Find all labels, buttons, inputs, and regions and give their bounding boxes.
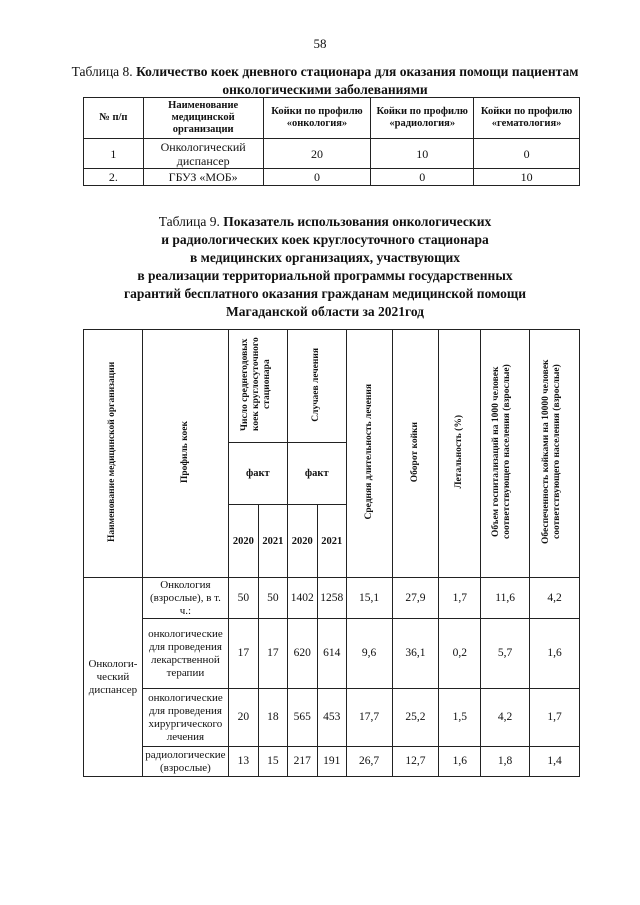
table-cell: 4,2	[530, 578, 580, 619]
table-cell: 15	[258, 747, 287, 777]
table-cell: 453	[317, 689, 346, 747]
table8-caption-title: Количество коек дневного стационара для оказания помощи пациентам онкологическими заболеваниями	[136, 64, 579, 97]
table9-caption-line: в медицинских организациях, участвующих	[189, 250, 461, 265]
table8-header-org: Наименование медицинской организации	[143, 98, 263, 139]
table-cell: 0	[263, 169, 371, 186]
table8-header-hematology: Койки по профилю «гематология»	[474, 98, 580, 139]
table-cell: 50	[258, 578, 287, 619]
table-cell: 0	[474, 139, 580, 169]
table-row	[84, 689, 580, 747]
table8-caption	[60, 63, 590, 99]
table9-header-year: 2020	[228, 505, 258, 578]
table-cell: 614	[317, 619, 346, 689]
table-cell: 1258	[317, 578, 346, 619]
table-cell: 1,6	[439, 747, 481, 777]
table-cell: 26,7	[346, 747, 392, 777]
table-cell: ГБУЗ «МОБ»	[143, 169, 263, 186]
table-row	[84, 578, 580, 619]
table9-header-fact: факт	[228, 443, 287, 505]
table-cell: 0	[371, 169, 474, 186]
table8-caption-prefix: Таблица 8.	[71, 64, 133, 79]
table9-header-bed-supply: Обеспеченность койками на 10000 человек соответствующего населения (взрослые)	[530, 330, 580, 578]
table-cell: 1,6	[530, 619, 580, 689]
table-cell: 1402	[287, 578, 317, 619]
table-cell: 12,7	[392, 747, 439, 777]
table-cell: 20	[228, 689, 258, 747]
table-cell: 20	[263, 139, 371, 169]
table8-header-num: № п/п	[84, 98, 144, 139]
table-cell: 217	[287, 747, 317, 777]
table-cell: 620	[287, 619, 317, 689]
table-cell: 565	[287, 689, 317, 747]
table-cell: 4,2	[481, 689, 530, 747]
table8-header-radiology: Койки по профилю «радиология»	[371, 98, 474, 139]
table8-header-oncology: Койки по профилю «онкология»	[263, 98, 371, 139]
table9-header-avg-stay: Средняя длительность лечения	[346, 330, 392, 578]
table9-caption-line: и радиологических коек круглосуточного стационара	[161, 232, 489, 247]
table-cell: 25,2	[392, 689, 439, 747]
table-cell: 13	[228, 747, 258, 777]
table9-caption-line: Показатель использования онкологических	[223, 214, 492, 229]
table9-header-cases: Случаев лечения	[287, 330, 346, 443]
table-cell: 10	[371, 139, 474, 169]
table-cell: 15,1	[346, 578, 392, 619]
table9-org-name: Онкологи-ческий диспансер	[84, 578, 143, 777]
table-cell: 9,6	[346, 619, 392, 689]
table9-header-beds: Число среднегодовых коек круглосуточного стационара	[228, 330, 287, 443]
table-cell: 1,4	[530, 747, 580, 777]
table-cell: 1,7	[439, 578, 481, 619]
table9-header-year: 2021	[258, 505, 287, 578]
table-cell: 1,5	[439, 689, 481, 747]
table9-header-row	[84, 330, 580, 443]
table-cell: 36,1	[392, 619, 439, 689]
table-cell: 17	[258, 619, 287, 689]
table-cell-profile: онкологические для проведения лекарственной терапии	[142, 619, 228, 689]
table-row	[84, 169, 580, 186]
table8-header-row	[84, 98, 580, 139]
table9-header-turnover: Оборот койки	[392, 330, 439, 578]
table9-caption	[60, 213, 590, 321]
table-cell: 2.	[84, 169, 144, 186]
table9	[83, 329, 580, 777]
table9-header-hosp-volume: Объем госпитализаций на 1000 человек соответствующего населения (взрослые)	[481, 330, 530, 578]
table9-caption-line: гарантий бесплатного оказания гражданам медицинской помощи	[123, 286, 527, 301]
table-cell: 0,2	[439, 619, 481, 689]
table-cell: 17,7	[346, 689, 392, 747]
table-cell-profile: онкологические для проведения хирургического лечения	[142, 689, 228, 747]
table9-header-lethality: Летальность (%)	[439, 330, 481, 578]
table9-header-year: 2021	[317, 505, 346, 578]
table-cell: 1,8	[481, 747, 530, 777]
table9-caption-line: в реализации территориальной программы государственных	[137, 268, 513, 283]
table9-caption-prefix: Таблица 9.	[158, 214, 220, 229]
table-cell: 1	[84, 139, 144, 169]
table-cell: 18	[258, 689, 287, 747]
table-row	[84, 139, 580, 169]
table-row	[84, 747, 580, 777]
table9-header-org: Наименование медицинской организации	[84, 330, 143, 578]
table-row	[84, 619, 580, 689]
table-cell: 10	[474, 169, 580, 186]
table9-header-profile: Профиль коек	[142, 330, 228, 578]
table-cell-profile: радиологические (взрослые)	[142, 747, 228, 777]
table-cell: Онкологический диспансер	[143, 139, 263, 169]
table8	[83, 97, 580, 186]
page-number: 58	[313, 36, 327, 51]
table-cell: 17	[228, 619, 258, 689]
table9-caption-line: Магаданской области за 2021год	[225, 304, 425, 319]
table-cell: 11,6	[481, 578, 530, 619]
table9-header-year: 2020	[287, 505, 317, 578]
table-cell: 1,7	[530, 689, 580, 747]
table-cell: 50	[228, 578, 258, 619]
table-cell: 191	[317, 747, 346, 777]
table9-header-fact: факт	[287, 443, 346, 505]
table-cell: 5,7	[481, 619, 530, 689]
table-cell-profile: Онкология (взрослые), в т. ч.:	[142, 578, 228, 619]
table-cell: 27,9	[392, 578, 439, 619]
